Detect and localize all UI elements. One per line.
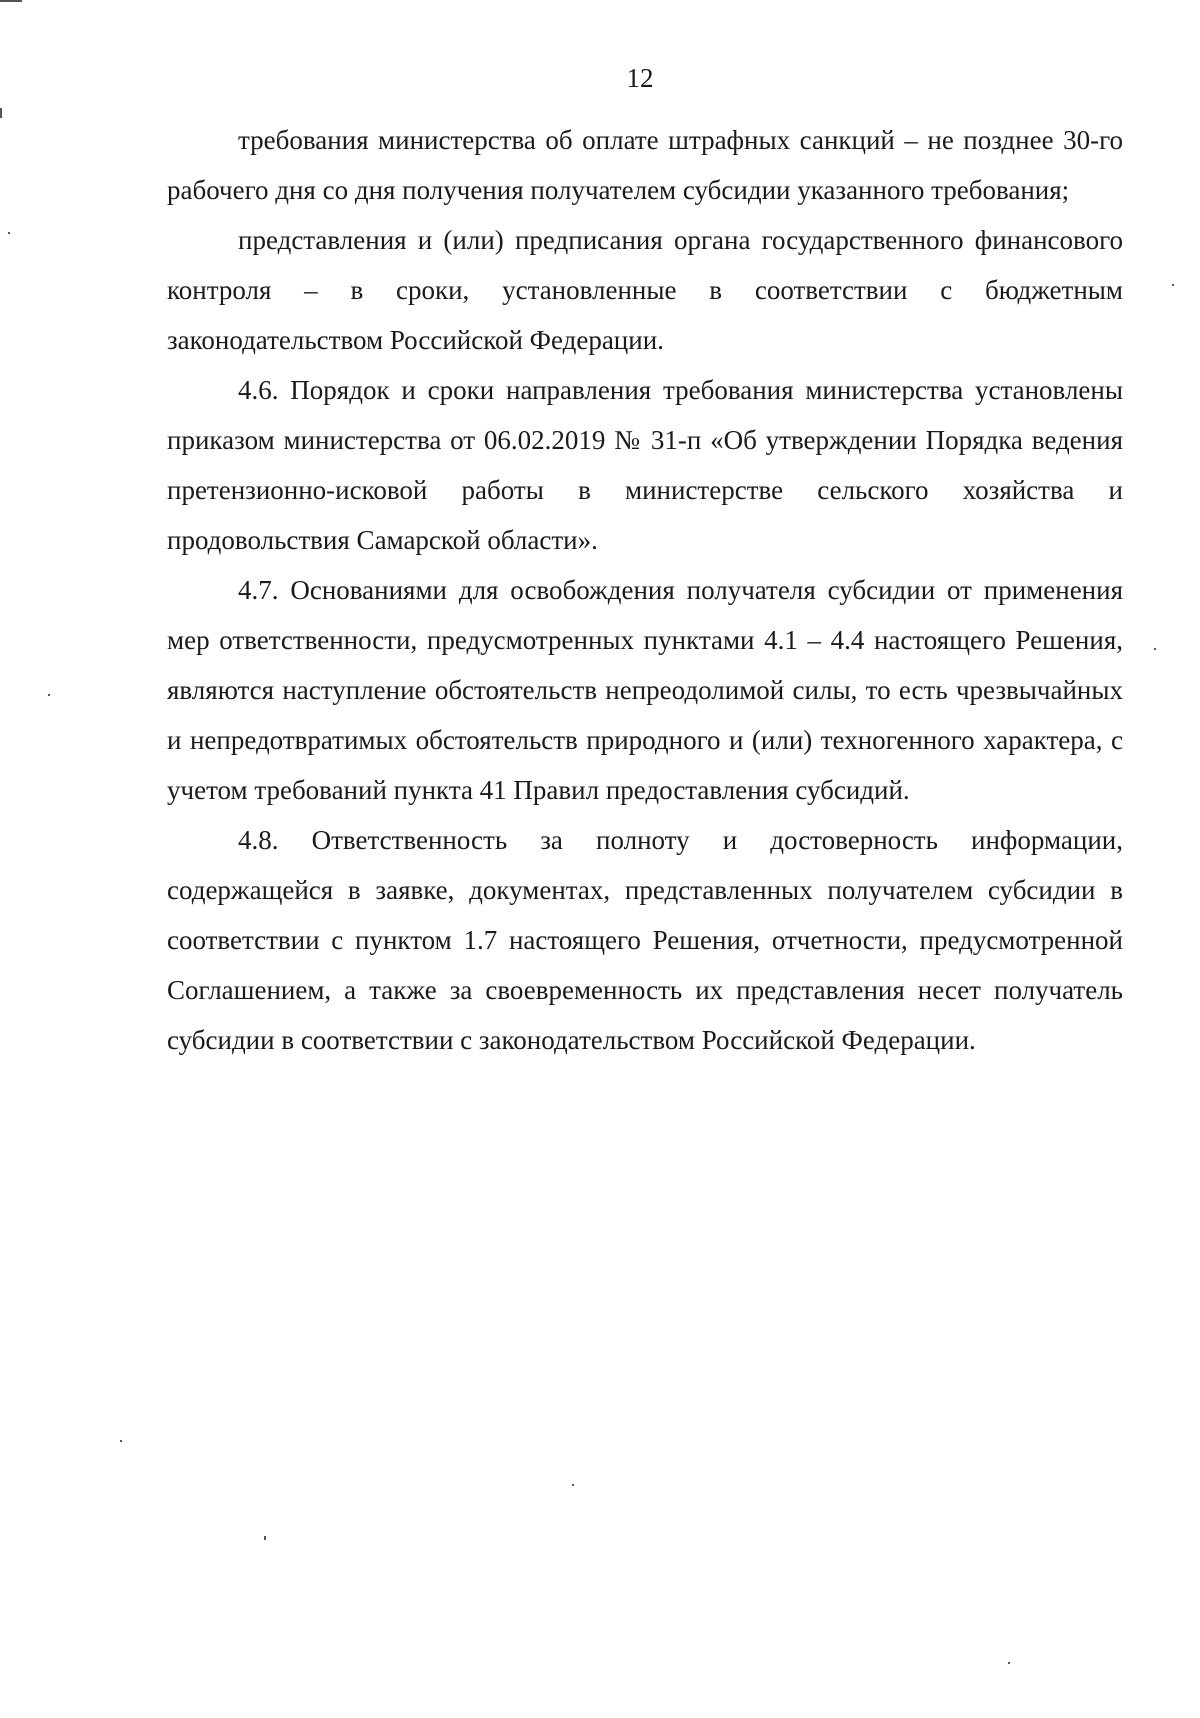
paragraph-4-8: 4.8. Ответственность за полноту и достоверность информации, содержащейся в заявке, документах, представленных получателем субсидии в соответствии с пунктом 1.7 настоящего Решения, отчетности, предусмотренной Соглашением, а также за своевременность их представления несет получатель субсидии в соответствии с законодательством Российской Федерации. [167, 825, 1123, 1055]
scan-speck [0, 108, 2, 118]
scan-speck [8, 232, 10, 234]
paragraph-4-6: 4.6. Порядок и сроки направления требования министерства установлены приказом министерства от 06.02.2019 № 31-п «Об утверждении Порядка ведения претензионно-исковой работы в министерстве сельского хозяйства и продовольствия Самарской области». [167, 375, 1123, 555]
scan-speck [264, 1536, 266, 1540]
scan-speck [120, 1440, 122, 1442]
paragraph-control-deadline: представления и (или) предписания органа государственного финансового контроля – в сроки, установленные в соответствии с бюджетным законодательством Российской Федерации. [167, 225, 1123, 355]
scan-speck [572, 1484, 574, 1486]
page-number: 12 [626, 63, 654, 93]
scan-speck [48, 694, 50, 696]
scan-speck [1172, 284, 1174, 286]
paragraph-4-7: 4.7. Основаниями для освобождения получателя субсидии от применения мер ответственности, предусмотренных пунктами 4.1 – 4.4 настоящего Решения, являются наступление обстоятельств непреодолимой силы, то есть чрезвычайных и непредотвратимых обстоятельств природного и (или) техногенного характера, с учетом требований пункта 41 Правил предоставления субсидий. [167, 575, 1123, 805]
document-body [167, 115, 1123, 1065]
scan-speck [0, 0, 22, 2]
scan-speck [1154, 648, 1156, 650]
scan-speck [1008, 1662, 1010, 1664]
paragraph-penalty-deadline: требования министерства об оплате штрафных санкций – не позднее 30-го рабочего дня со дня получения получателем субсидии указанного требования; [167, 125, 1123, 205]
